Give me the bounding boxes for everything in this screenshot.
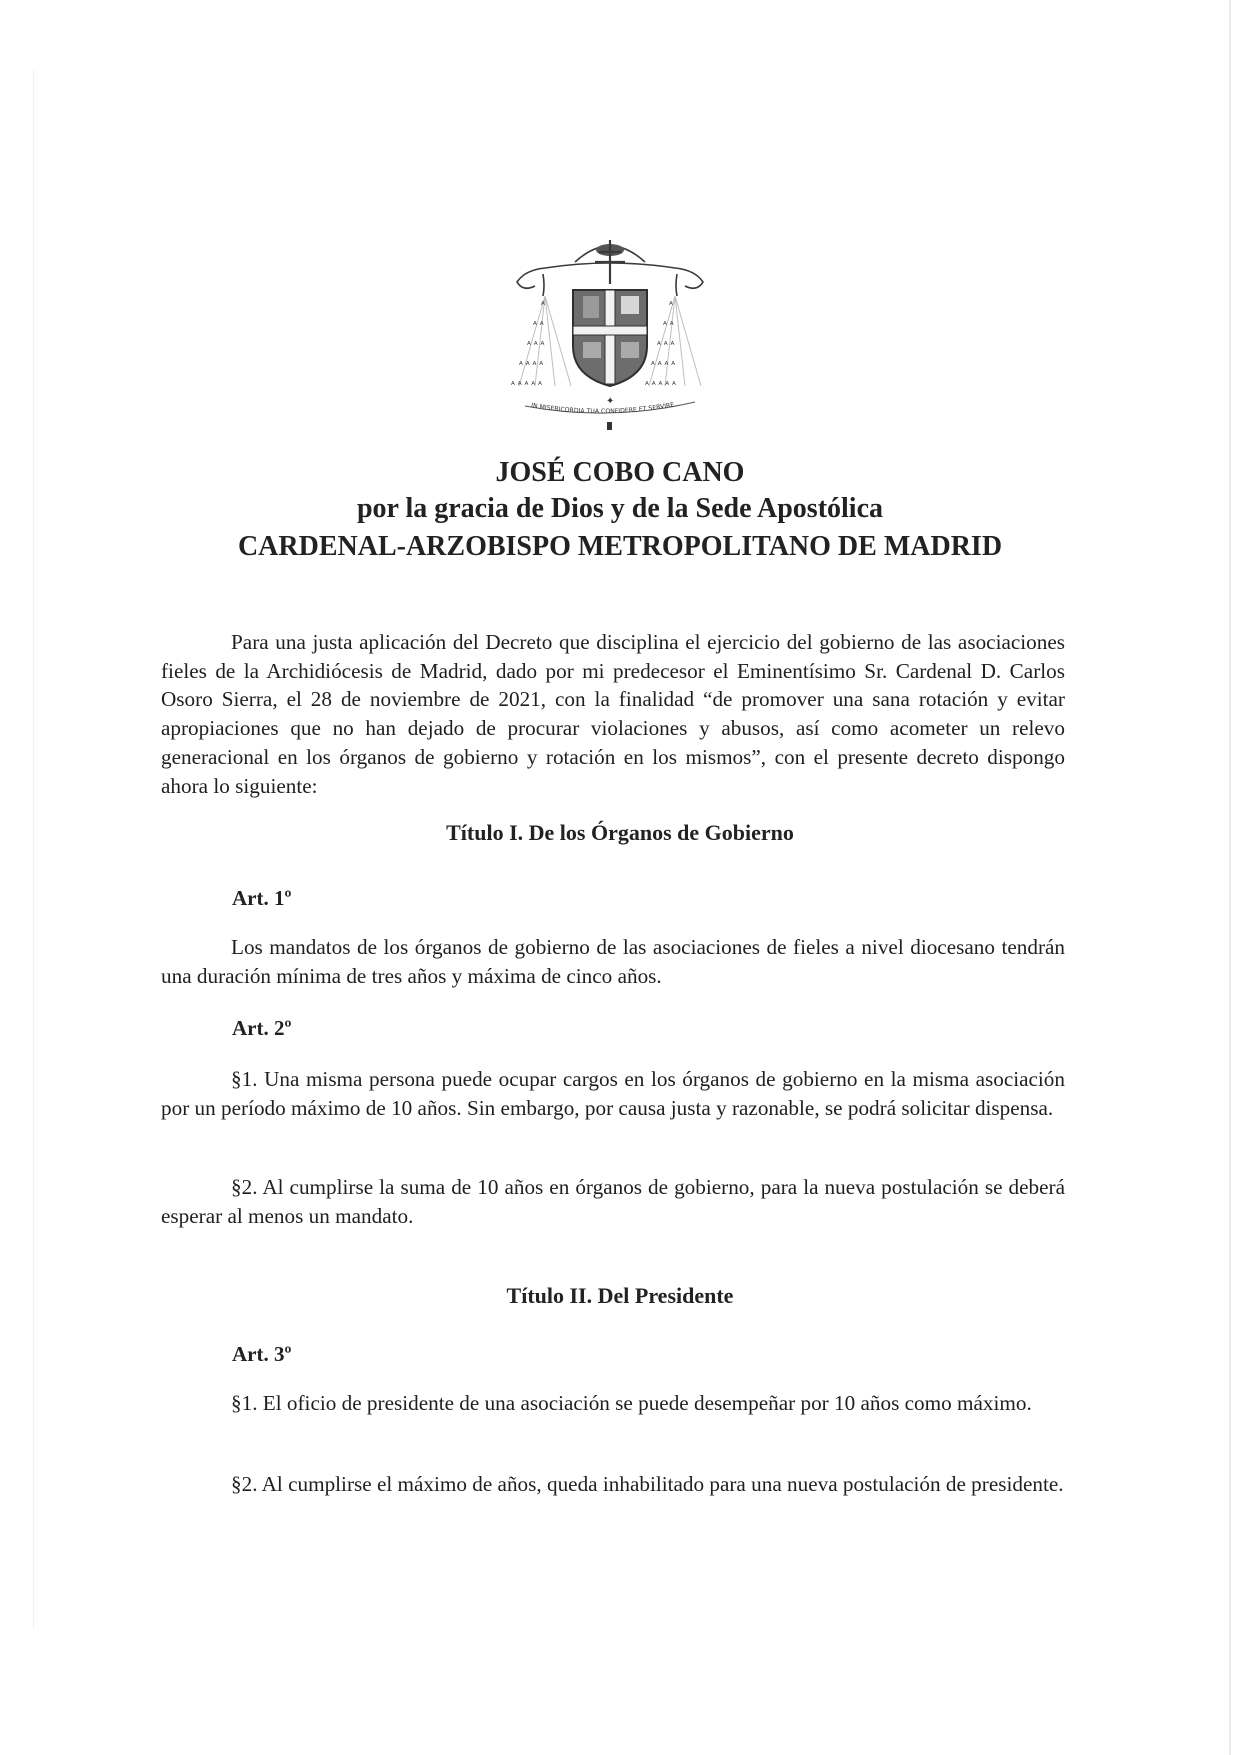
art-1-heading: Art. 1º [232,886,292,910]
svg-text:ᴬ ᴬ ᴬ: ᴬ ᴬ ᴬ [657,341,675,351]
art-3-paragraph-1: §1. El oficio de presidente de una asociación se puede desempeñar por 10 años como máximo. [231,1391,1032,1415]
cardinal-name: JOSÉ COBO CANO [495,457,745,488]
svg-text:ᴬ: ᴬ [541,301,545,311]
titulo-1-heading: Título I. De los Órganos de Gobierno [446,820,794,845]
svg-text:ᴬ ᴬ ᴬ: ᴬ ᴬ ᴬ [527,341,545,351]
page-edge [1229,0,1231,1755]
intro-paragraph: Para una justa aplicación del Decreto que disciplina el ejercicio del gobierno de las asociaciones fieles de la Archidiócesis de Madrid, dado por mi predecesor el Eminentísimo Sr. Cardenal D. Carlos Osoro Sierra, el 28 de noviembre de 2021, con la finalidad “de promover una sana rotación y evitar apropiaciones que no han dejado de procurar violaciones y abusos, así como acometer un relevo generacional en los órganos de gobierno y rotación en los mismos”, con el presente decreto dispongo ahora lo siguiente: [161,630,1065,798]
svg-text:ᴬ: ᴬ [669,301,673,311]
svg-text:ᴬ ᴬ ᴬ ᴬ ᴬ: ᴬ ᴬ ᴬ ᴬ ᴬ [645,381,676,391]
art-3-paragraph-2: §2. Al cumplirse el máximo de años, queda inhabilitado para una nueva postulación de presidente. [231,1472,1064,1496]
office-title: CARDENAL-ARZOBISPO METROPOLITANO DE MADRID [237,531,1003,562]
svg-text:ᴬ ᴬ ᴬ ᴬ ᴬ: ᴬ ᴬ ᴬ ᴬ ᴬ [511,381,542,391]
titulo-2-heading: Título II. Del Presidente [506,1283,734,1308]
art-2-paragraph-2: §2. Al cumplirse la suma de 10 años en órganos de gobierno, para la nueva postulación se deberá esperar al menos un mandato. [161,1175,1065,1228]
crest-motto: IN MISERICORDIA TUA CONFIDERE ET SERVIRE [530,401,675,416]
svg-text:ᴬ ᴬ: ᴬ ᴬ [663,321,674,331]
scan-margin-line [33,70,34,1630]
svg-text:✦: ✦ [606,396,615,407]
art-2-paragraph-1: §1. Una misma persona puede ocupar cargos en los órganos de gobierno en la misma asociación por un período máximo de 10 años. Sin embargo, por causa justa y razonable, se podrá solicitar dispensa. [161,1067,1065,1120]
art-1-text: Los mandatos de los órganos de gobierno de las asociaciones de fieles a nivel diocesano tendrán una duración mínima de tres años y máxima de cinco años. [161,935,1065,988]
art-2-heading: Art. 2º [232,1016,292,1040]
art-3-heading: Art. 3º [232,1342,292,1366]
svg-text:ᴬ ᴬ: ᴬ ᴬ [533,321,544,331]
svg-text:ᴬ ᴬ ᴬ ᴬ: ᴬ ᴬ ᴬ ᴬ [651,361,676,371]
svg-text:ᴬ ᴬ ᴬ ᴬ: ᴬ ᴬ ᴬ ᴬ [519,361,544,371]
grace-line: por la gracia de Dios y de la Sede Apostólica [356,493,884,524]
cardinal-coat-of-arms [505,236,715,436]
